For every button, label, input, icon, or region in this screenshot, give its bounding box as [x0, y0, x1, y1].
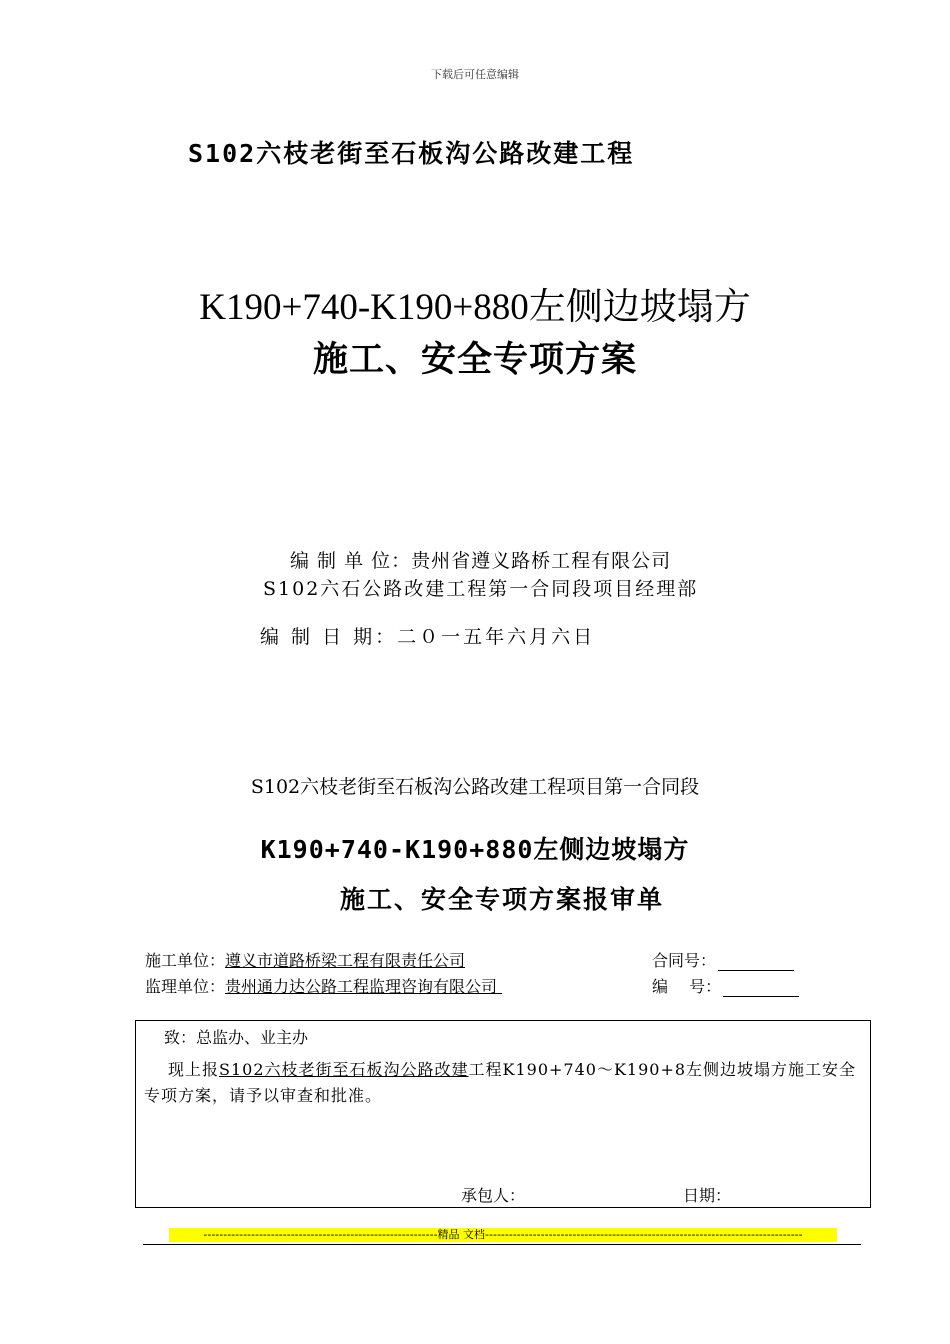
serial-no-blank — [723, 982, 799, 997]
addressee: 致：总监办、业主办 — [164, 1028, 309, 1047]
submission-box — [135, 1020, 871, 1208]
contract-no-label: 合同号： — [652, 951, 717, 970]
serial-no-label: 编 号： — [652, 977, 722, 996]
supervision-unit-label: 监理单位： — [145, 977, 226, 996]
body-rest: 工程K190+740～K190+8左侧边坡塌方施工安全专项方案，请予以审查和批准。 — [144, 1060, 857, 1105]
compile-unit-line1: 编 制 单 位：贵州省遵义路桥工程有限公司 — [290, 550, 672, 572]
contract-no-row — [652, 948, 794, 971]
contractor-label: 承包人： — [461, 1186, 526, 1205]
project-title: S102六枝老街至石板沟公路改建工程 — [188, 139, 635, 168]
footer-banner: -----------------------------------------------------------精品 文档-------------------------------------------------------------------------------- — [169, 1228, 837, 1242]
date-label: 日期： — [683, 1186, 732, 1205]
main-title-line2: 施工、安全专项方案 — [312, 340, 637, 380]
supervision-unit-row — [145, 974, 502, 997]
footer-divider — [143, 1244, 861, 1245]
compile-unit-line2: S102六石公路改建工程第一合同段项目经理部 — [263, 578, 699, 600]
construction-unit-label: 施工单位： — [145, 951, 226, 970]
sub-project-title: S102六枝老街至石板沟公路改建工程项目第一合同段 — [250, 776, 700, 798]
form-title-line1: K190+740-K190+880左侧边坡塌方 — [260, 835, 690, 864]
compile-date: 编 制 日 期：二０一五年六月六日 — [260, 626, 596, 648]
header-note: 下载后可任意编辑 — [431, 68, 519, 81]
body-project-name: S102六枝老街至石板沟公路改建 — [219, 1060, 469, 1079]
body-prefix: 现上报 — [168, 1060, 220, 1079]
contract-no-blank — [718, 956, 794, 971]
main-title-line1: K190+740-K190+880左侧边坡塌方 — [199, 287, 751, 328]
form-title-line2: 施工、安全专项方案报审单 — [339, 885, 664, 914]
construction-unit-value: 遵义市道路桥梁工程有限责任公司 — [225, 951, 466, 970]
supervision-unit-value: 贵州通力达公路工程监理咨询有限公司 — [225, 977, 498, 996]
submission-body — [144, 1057, 866, 1109]
serial-no-row — [652, 974, 799, 997]
construction-unit-row — [145, 948, 465, 971]
